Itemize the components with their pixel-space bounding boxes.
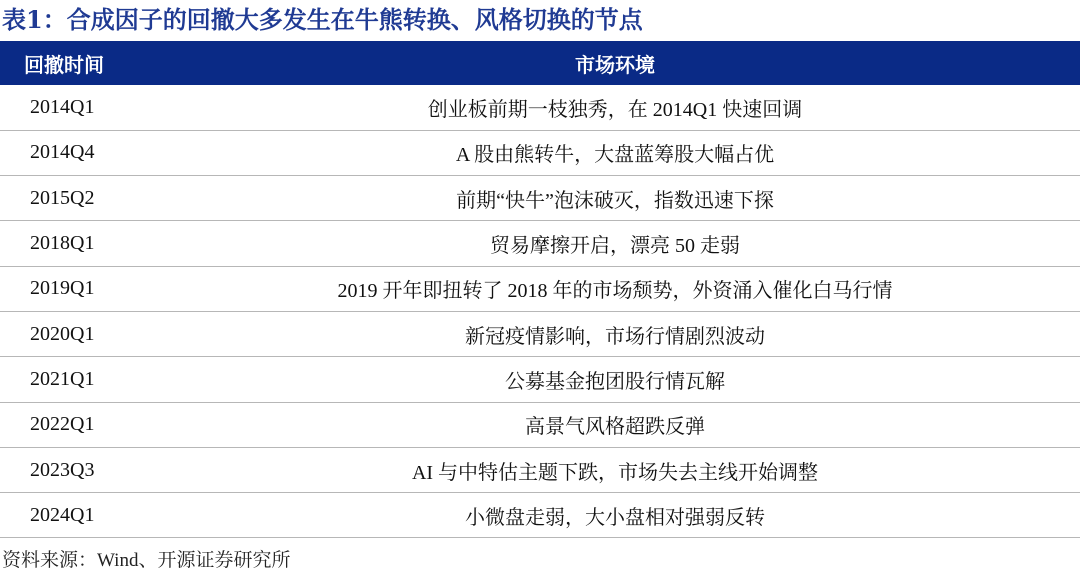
drawdown-time-cell: 2021Q1 bbox=[30, 367, 95, 390]
market-environment-cell: 公募基金抱团股行情瓦解 bbox=[505, 370, 725, 393]
drawdown-time-cell: 2020Q1 bbox=[30, 322, 95, 345]
table-row bbox=[0, 266, 1080, 311]
table-row bbox=[0, 221, 1080, 266]
column-header-time: 回撤时间 bbox=[24, 52, 104, 77]
table-row bbox=[0, 130, 1080, 175]
table-caption: 表1：合成因子的回撤大多发生在牛熊转换、风格切换的节点 bbox=[2, 5, 643, 34]
table-header-row bbox=[0, 41, 1080, 85]
drawdown-time-cell: 2023Q3 bbox=[30, 458, 95, 481]
market-environment-cell: AI 与中特估主题下跌，市场失去主线开始调整 bbox=[411, 461, 819, 484]
drawdown-time-cell: 2018Q1 bbox=[30, 232, 95, 255]
market-environment-cell: 新冠疫情影响，市场行情剧烈波动 bbox=[465, 325, 765, 348]
drawdown-time-cell: 2014Q1 bbox=[30, 95, 95, 118]
drawdown-time-cell: 2024Q1 bbox=[30, 503, 95, 526]
source-note: 资料来源：Wind、开源证券研究所 bbox=[2, 550, 291, 571]
market-environment-cell: 创业板前期一枝独秀，在 2014Q1 快速回调 bbox=[427, 98, 803, 121]
table-row bbox=[0, 85, 1080, 130]
market-environment-cell: 贸易摩擦开启，漂亮 50 走弱 bbox=[490, 235, 740, 258]
drawdown-time-cell: 2015Q2 bbox=[30, 186, 95, 209]
market-environment-cell: 2019 开年即扭转了 2018 年的市场颓势，外资涌入催化白马行情 bbox=[337, 280, 893, 303]
table-row bbox=[0, 176, 1080, 221]
table-row bbox=[0, 357, 1080, 402]
table-row bbox=[0, 311, 1080, 356]
market-environment-cell: 高景气风格超跌反弹 bbox=[525, 416, 705, 439]
table-row bbox=[0, 447, 1080, 492]
table-row bbox=[0, 493, 1080, 538]
drawdown-table bbox=[0, 41, 1080, 538]
drawdown-time-cell: 2014Q4 bbox=[30, 141, 95, 164]
market-environment-cell: 前期“快牛”泡沫破灭，指数迅速下探 bbox=[456, 189, 774, 212]
drawdown-time-cell: 2019Q1 bbox=[30, 277, 95, 300]
drawdown-time-cell: 2022Q1 bbox=[30, 413, 95, 436]
table-row bbox=[0, 402, 1080, 447]
market-environment-cell: 小微盘走弱，大小盘相对强弱反转 bbox=[465, 506, 765, 529]
column-header-environment: 市场环境 bbox=[575, 52, 655, 77]
market-environment-cell: A 股由熊转牛，大盘蓝筹股大幅占优 bbox=[455, 144, 775, 167]
